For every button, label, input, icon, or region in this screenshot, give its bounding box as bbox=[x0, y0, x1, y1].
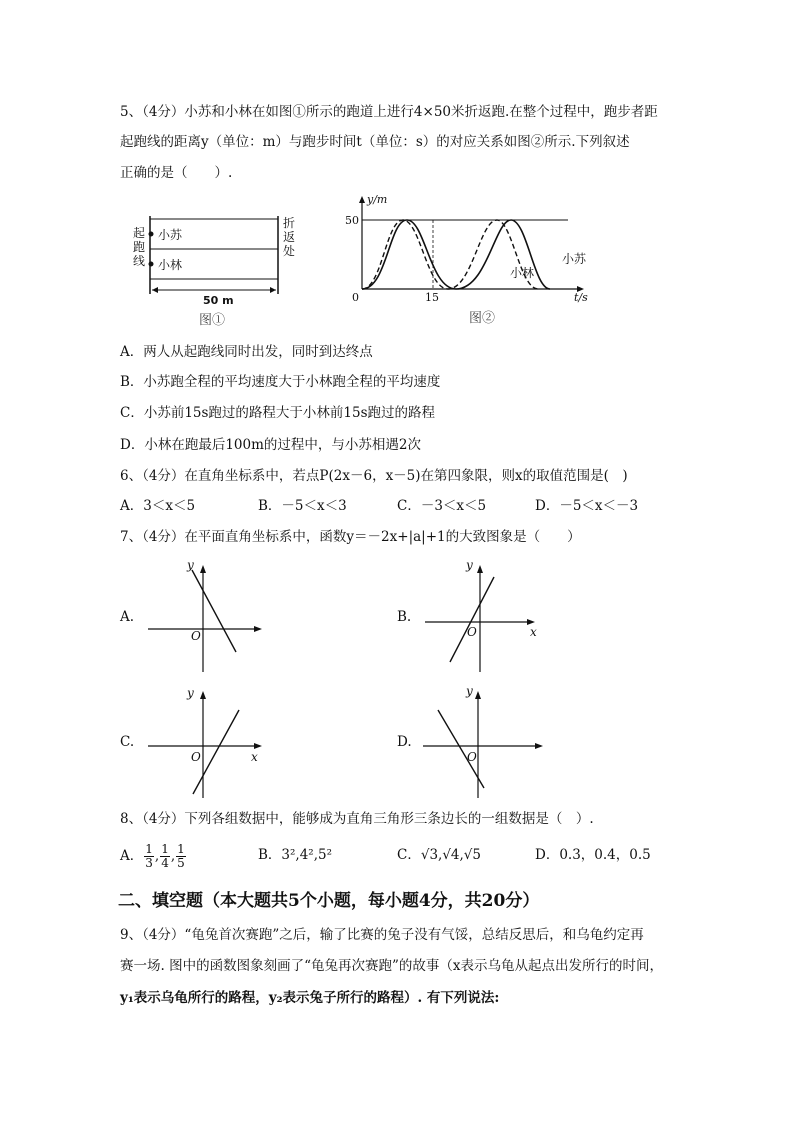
graph-ylabel: y/m bbox=[367, 193, 388, 206]
q8-c-value: √3,√4,√5 bbox=[420, 847, 482, 863]
fig1-caption: 图① bbox=[199, 313, 226, 328]
q7-c-axis-y: y bbox=[187, 686, 194, 700]
section-title: 二、填空题（本大题共5个小题，每小题4分，共20分） bbox=[118, 891, 540, 911]
q9-line2: 赛一场. 图中的函数图象刻画了“龟兔再次赛跑”的故事（x表示乌龟从起点出发所行的时间， bbox=[120, 958, 663, 974]
q7-graph-a bbox=[145, 562, 270, 674]
runner-su-dot bbox=[149, 232, 154, 237]
q7-a-axis-y: y bbox=[187, 558, 194, 572]
q5-choice-d: D．小林在跑最后100m的过程中，与小苏相遇2次 bbox=[120, 437, 421, 453]
graph-xlabel: t/s bbox=[574, 291, 588, 304]
q7-stem: 7、（4分）在平面直角坐标系中，函数y＝－2x+|a|+1的大致图象是（ ） bbox=[120, 529, 581, 545]
q8-choice-b bbox=[258, 846, 332, 864]
q8-a-frac1: $\frac{1}{3}$ bbox=[145, 842, 153, 870]
q5-stem-line2: 起跑线的距离y（单位：m）与跑步时间t（单位：s）的对应关系如图②所示.下列叙述 bbox=[120, 134, 630, 150]
distance-label: 50 m bbox=[203, 294, 234, 307]
q8-b-label: B． bbox=[258, 847, 282, 863]
q6-choice-b: B．－5＜x＜3 bbox=[258, 498, 347, 514]
fig2-caption: 图② bbox=[469, 311, 496, 326]
q7-c-origin: O bbox=[191, 750, 201, 764]
q7-graph-d bbox=[420, 688, 550, 800]
q6-choice-a: A．3＜x＜5 bbox=[120, 498, 196, 514]
q8-a-frac3: $\frac{1}{5}$ bbox=[177, 842, 185, 870]
q7-b-axis-x: x bbox=[530, 625, 537, 639]
q7-b-axis-y: y bbox=[466, 558, 473, 572]
runner-lin-label: 小林 bbox=[158, 258, 183, 272]
graph-label-su: 小苏 bbox=[562, 252, 587, 266]
q9-line1: 9、（4分）“龟兔首次赛跑”之后，输了比赛的兔子没有气馁，总结反思后，和乌龟约定再 bbox=[120, 927, 644, 943]
q5-choice-b: B．小苏跑全程的平均速度大于小林跑全程的平均速度 bbox=[120, 374, 441, 390]
runner-lin-dot bbox=[149, 262, 154, 267]
q5-stem-line1: 5、（4分）小苏和小林在如图①所示的跑道上进行4×50米折返跑.在整个过程中，跑步者距 bbox=[120, 104, 658, 120]
q8-b-value: 3²,4²,5² bbox=[281, 847, 333, 863]
q8-a-frac2: $\frac{1}{4}$ bbox=[161, 842, 169, 870]
q7-b-origin: O bbox=[467, 625, 477, 639]
q7-label-d: D. bbox=[397, 734, 412, 750]
q8-choice-c bbox=[397, 846, 481, 864]
q7-graph-b bbox=[422, 562, 547, 674]
q7-graph-c bbox=[145, 688, 270, 800]
graph-origin: 0 bbox=[352, 291, 359, 304]
q8-choice-a: A． $\frac{1}{3}$ , $\frac{1}{4}$ , $\frac{1}{5}$ bbox=[120, 842, 185, 870]
q7-a-origin: O bbox=[191, 629, 201, 643]
q8-c-label: C． bbox=[397, 847, 421, 863]
graph-y-tick: 50 bbox=[345, 214, 359, 227]
runner-su-label: 小苏 bbox=[158, 228, 183, 242]
q5-choice-a: A．两人从起跑线同时出发，同时到达终点 bbox=[120, 344, 373, 360]
q8-choice-d: D．0.3，0.4，0.5 bbox=[535, 847, 651, 863]
q6-choice-d: D．－5＜x＜－3 bbox=[535, 498, 639, 514]
start-line-label: 起跑线 bbox=[132, 226, 145, 268]
graph-x-tick: 15 bbox=[425, 291, 439, 304]
q7-graph-b-line bbox=[450, 577, 494, 662]
q6-stem: 6、（4分）在直角坐标系中，若点P(2x－6，x－5)在第四象限，则x的取值范围是( ) bbox=[120, 468, 628, 484]
q5-choice-c: C．小苏前15s跑过的路程大于小林前15s跑过的路程 bbox=[120, 405, 436, 421]
q7-d-axis-y: y bbox=[466, 684, 473, 698]
q7-d-origin: O bbox=[467, 750, 477, 764]
q8-a-label: A． bbox=[120, 848, 144, 864]
q9-line3: y₁表示乌龟所行的路程，y₂表示兔子所行的路程）. 有下列说法: bbox=[120, 990, 500, 1006]
q8-stem: 8、（4分）下列各组数据中，能够成为直角三角形三条边长的一组数据是（ ）. bbox=[120, 811, 594, 827]
graph-label-lin: 小林 bbox=[510, 266, 535, 280]
q6-choice-c: C．－3＜x＜5 bbox=[397, 498, 487, 514]
q7-label-a: A. bbox=[120, 609, 135, 625]
q5-stem-line3: 正确的是（ ）. bbox=[120, 165, 233, 181]
turn-back-label: 折返处 bbox=[282, 216, 295, 258]
q7-c-axis-x: x bbox=[251, 750, 258, 764]
q7-graph-d-line bbox=[438, 710, 484, 788]
q7-label-c: C. bbox=[120, 734, 135, 750]
q7-label-b: B. bbox=[397, 609, 412, 625]
